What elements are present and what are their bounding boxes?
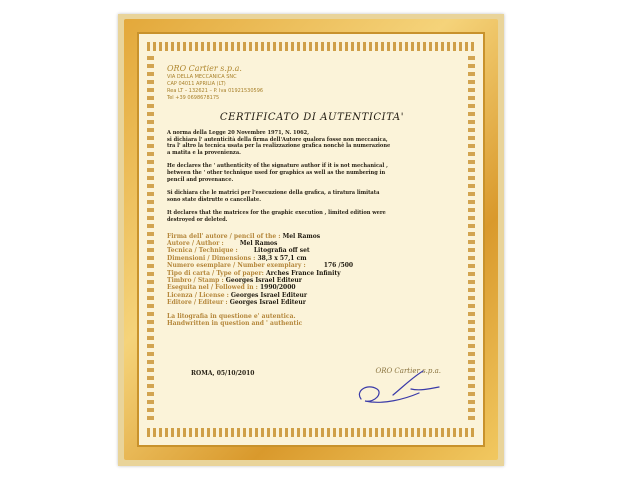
paragraph-matrices-it: [167, 190, 457, 203]
field-value: 1990/2000: [259, 284, 296, 292]
field-value: 176 /500: [323, 262, 354, 270]
statement-line-en: Handwritten in question and ' authentic: [167, 320, 303, 327]
field-label: Timbro / Stamp :: [167, 276, 224, 284]
field-value: Mel Ramos: [282, 232, 321, 240]
certificate-photo: [118, 14, 504, 466]
text-line: between the ' other technique used for graphics as well as the numbering in: [167, 169, 386, 176]
field-editor: [167, 299, 457, 306]
artwork-details: [167, 233, 457, 307]
field-value: Georges Israel Editeur: [229, 299, 306, 307]
field-value: Georges Israel Editeur: [230, 291, 308, 299]
text-line: si dichiara l' autenticità della firma dell'Autore qualora fosse non meccanica,: [167, 136, 388, 143]
field-value: Litografia off set: [253, 247, 310, 255]
paragraph-matrices-en: [167, 210, 457, 223]
top-ornament-border: [147, 42, 475, 51]
text-line: a matita e la provenienza.: [167, 149, 241, 156]
certificate-paper: [137, 32, 485, 447]
signature-company: ORO Cartier s.p.a.: [375, 367, 441, 375]
text-line: tra l' altro la tecnica usata per la realizzazione grafica nonchè la numerazione: [167, 143, 391, 150]
text-line: It declares that the matrices for the graphic execution , limited edition were: [167, 210, 386, 217]
field-label: Numero esemplare / Number exemplary :: [167, 262, 306, 270]
issuer-header: [167, 64, 457, 102]
field-label: Tipo di carta / Type of paper:: [167, 269, 264, 277]
text-line: Si dichiara che le matrici per l'esecuzione della grafica, a tiratura limitata: [167, 190, 380, 197]
issuer-company: ORO Cartier s.p.a.: [167, 64, 242, 73]
field-value: Georges Israel Editeur: [225, 276, 302, 284]
field-label: Autore / Author :: [167, 239, 224, 247]
certificate-title: CERTIFICATO DI AUTENTICITA': [219, 112, 405, 123]
issuer-address-1: VIA DELLA MECCANICA SNC: [167, 74, 237, 80]
text-line: He declares the ' authenticity of the signature author if it is not mechanical ,: [167, 163, 388, 170]
text-line: sono state distrutte o cancellate.: [167, 196, 262, 203]
field-paper: [167, 270, 457, 277]
field-value: Mel Ramos: [239, 239, 278, 247]
issuer-registry: Rea LT – 132621 – P. Iva 01921530596: [167, 88, 264, 94]
text-line: destroyed or deleted.: [167, 216, 228, 223]
handwritten-signature: [353, 369, 443, 409]
field-number: [167, 262, 457, 269]
field-author: [167, 240, 457, 247]
text-line: A norma della Legge 20 Novembre 1971, N. 1062,: [167, 130, 309, 136]
left-ornament-border: [147, 56, 154, 423]
field-label: Licenza / License :: [167, 291, 229, 299]
issuer-address-2: CAP 04011 APRILIA (LT): [167, 81, 226, 87]
paragraph-declaration-en: [167, 163, 457, 183]
field-label: Tecnica / Technique :: [167, 247, 238, 255]
text-line: pencil and provenance.: [167, 176, 234, 183]
field-label: Eseguita nel / Followed in :: [167, 284, 258, 292]
field-label: Firma dell' autore / pencil of the :: [167, 232, 281, 240]
field-dimensions: [167, 255, 457, 262]
field-label: Editore / Editeur :: [167, 299, 228, 307]
gold-frame: [124, 19, 498, 460]
paragraph-law: [167, 130, 457, 156]
issuer-phone: Tel +39 0698678175: [167, 95, 220, 101]
certificate-content: [167, 64, 457, 421]
field-stamp: [167, 277, 457, 284]
place-date: ROMA, 05/10/2010: [191, 370, 255, 377]
field-license: [167, 292, 457, 299]
field-value: 38,3 x 57,1 cm: [257, 254, 307, 262]
bottom-ornament-border: [147, 428, 475, 437]
field-year: [167, 284, 457, 291]
field-label: Dimensioni / Dimensions :: [167, 254, 256, 262]
statement-line-it: La litografia in questione e' autentica.: [167, 312, 296, 320]
authenticity-statement: [167, 313, 457, 328]
field-technique: [167, 247, 457, 254]
field-value: Arches France Infinity: [265, 269, 341, 277]
right-ornament-border: [468, 56, 475, 423]
field-signature: [167, 233, 457, 240]
